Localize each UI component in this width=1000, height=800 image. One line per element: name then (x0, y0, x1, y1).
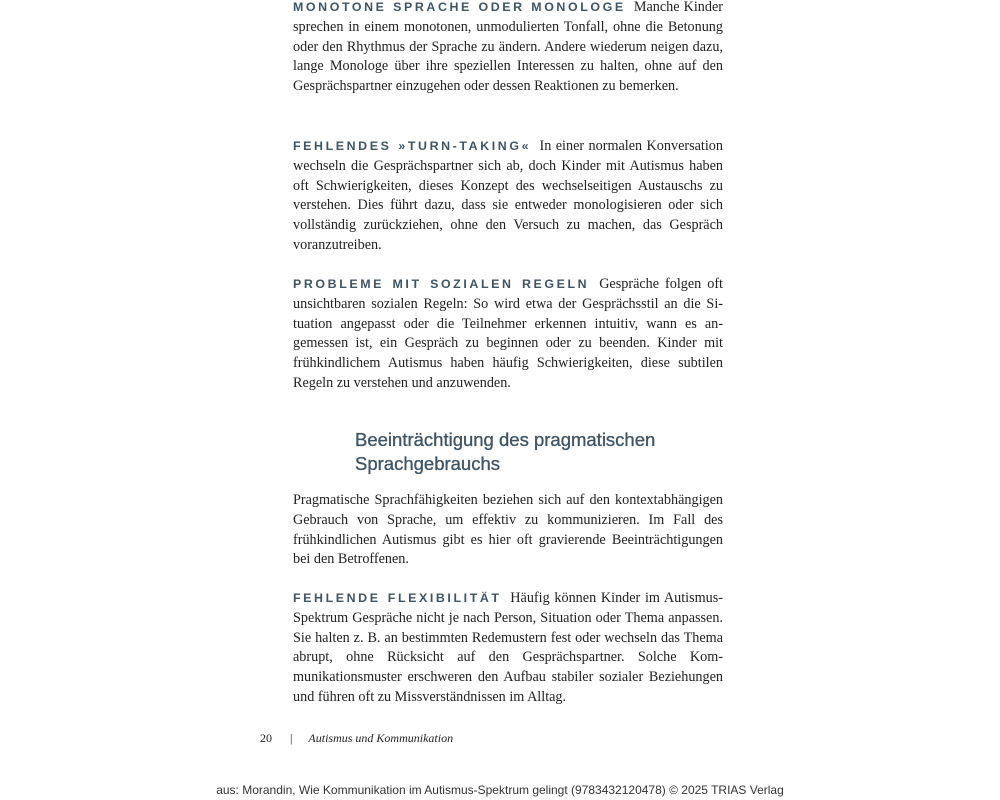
lead-monotone-sprache: MONOTONE SPRACHE ODER MONOLOGE (293, 0, 626, 14)
lead-soziale-regeln: PROBLEME MIT SOZIALEN REGELN (293, 277, 590, 291)
lead-turn-taking: FEHLENDES »TURN-TAKING« (293, 139, 532, 153)
running-title: Autismus und Kommunikation (308, 731, 454, 745)
footer-separator: | (290, 731, 293, 745)
body-soziale-regeln: Gespräche folgen oft unsichtbaren sozialen Regeln: So wird etwa der Gesprächsstil an die Situation angepasst oder die Teilnehmer erkennen intuitiv, wann es angemessen ist, ein Gespräch zu beginnen oder zu beenden. Kinder mit frühkindlichem Autismus haben häufig Schwierigkeiten, diese subtilen Regeln zu verstehen und anzuwenden. (293, 276, 723, 391)
section-turn-taking (293, 137, 723, 256)
source-credit: aus: Morandin, Wie Kommunikation im Autismus-Spektrum gelingt (9783432120478) © 2025 TRIAS Verlag (216, 783, 784, 797)
page-footer (260, 731, 453, 746)
heading-line-1: Beeinträchtigung des pragmatischen (355, 429, 656, 450)
page-number: 20 (260, 731, 272, 745)
section-monotone-sprache (293, 0, 723, 97)
intro-paragraph: Pragmatische Sprachfähigkeiten beziehen sich auf den kontextabhängigen Gebrauch von Sprache, um effektiv zu kommunizieren. Im Fall des frühkindlichen Autismus gibt es hier oft gravierende Beeinträchtigungen bei den Betroffenen. (293, 492, 723, 568)
body-turn-taking: In einer normalen Konversation wechseln die Gesprächspartner sich ab, doch Kinder mit Autismus haben oft Schwierigkeiten, dieses Konzept des wechselseitigen Austauschs zu verstehen. Dies führt dazu, dass sie entweder monologisieren oder sich vollständig zurückziehen, ohne den Versuch zu machen, das Gespräch voranzutreiben. (293, 138, 723, 253)
section-soziale-regeln (293, 275, 723, 394)
lead-flexibilitaet: FEHLENDE FLEXIBILITÄT (293, 591, 502, 605)
body-monotone-sprache: Manche Kinder sprechen in einem monotonen, unmodulierten Tonfall, ohne die Betonung oder den Rhythmus der Sprache zu ändern. Andere wiederum neigen dazu, lange Monologe über ihre speziellen Interessen zu halten, ohne auf den Gesprächspartner einzugehen oder dessen Reaktionen zu bemerken. (293, 0, 724, 95)
section-heading (355, 428, 755, 475)
heading-line-2: Sprachgebrauchs (355, 452, 501, 474)
body-flexibilitaet: Häufig können Kinder im Autismus-Spektrum Gespräche nicht je nach Person, Situation oder Thema anpassen. Sie halten z. B. an bestimmten Redemustern fest oder wechseln das Thema abrupt, ohne Rücksicht auf den Gesprächspartner. Solche Kommunikationsmuster erschweren den Aufbau stabiler sozialer Beziehungen und führen oft zu Missverständnissen im Alltag. (293, 590, 724, 705)
section-flexibilitaet (293, 589, 723, 708)
